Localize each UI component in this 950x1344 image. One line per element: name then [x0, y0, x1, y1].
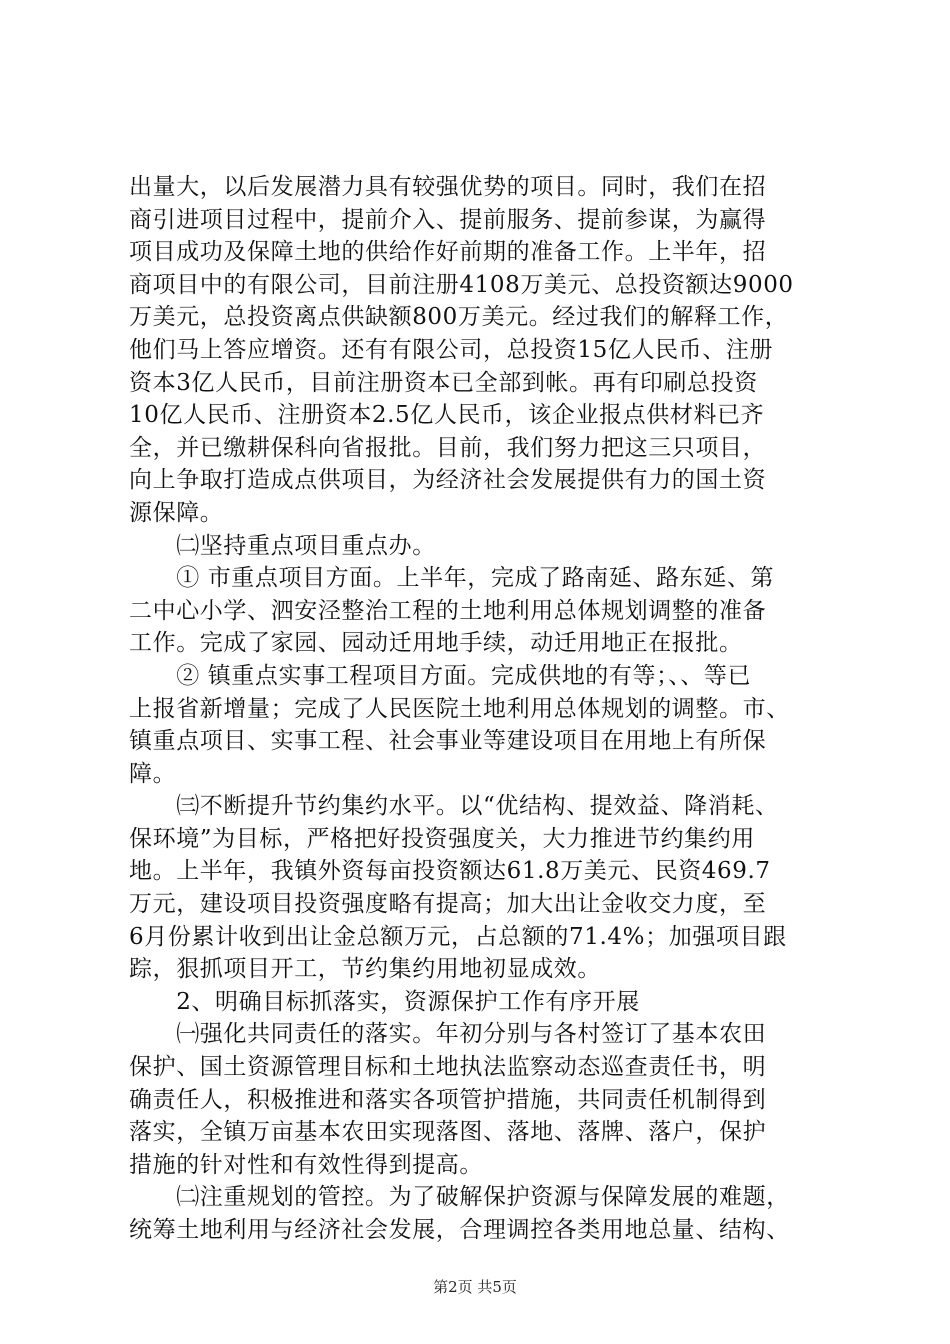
body-line: 项目成功及保障土地的供给作好前期的准备工作。上半年，招	[129, 239, 767, 266]
section-heading: ㈠强化共同责任的落实。年初分别与各村签订了基本农田	[129, 1021, 767, 1048]
body-line: 上报省新增量；完成了人民医院土地利用总体规划的调整。市、	[129, 695, 790, 722]
body-line: 二中心小学、泗安泾整治工程的土地利用总体规划调整的准备	[129, 597, 767, 624]
body-line: 资本3亿人民币，目前注册资本已全部到帐。再有印刷总投资	[129, 369, 758, 396]
body-line: 踪，狠抓项目开工，节约集约用地初显成效。	[129, 956, 601, 983]
body-line: 工作。完成了家园、园动迁用地手续，动迁用地正在报批。	[129, 630, 743, 657]
body-line: 障。	[129, 760, 177, 787]
body-line: 措施的针对性和有效性得到提高。	[129, 1151, 483, 1178]
body-line: 万元，建设项目投资强度略有提高；加大出让金收交力度，至	[129, 891, 767, 918]
body-line: 10亿人民币、注册资本2.5亿人民币，该企业报点供材料已齐	[129, 402, 765, 429]
body-line: 向上争取打造成点供项目，为经济社会发展提供有力的国土资	[129, 467, 767, 494]
section-heading: ㈡注重规划的管控。为了破解保护资源与保障发展的难题，	[129, 1184, 790, 1211]
body-line: 万美元，总投资离点供缺额800万美元。经过我们的解释工作，	[129, 304, 789, 331]
section-heading: 2、明确目标抓落实，资源保护工作有序开展	[129, 988, 640, 1015]
body-line: 保护、国土资源管理目标和土地执法监察动态巡查责任书，明	[129, 1054, 767, 1081]
body-line: 地。上半年，我镇外资每亩投资额达61.8万美元、民资469.7	[129, 858, 771, 885]
body-line: 他们马上答应增资。还有有限公司，总投资15亿人民币、注册	[129, 336, 774, 363]
body-line: 源保障。	[129, 499, 224, 526]
body-line: 6月份累计收到出让金总额万元，占总额的71.4%；加强项目跟	[129, 923, 787, 950]
body-line: 落实，全镇万亩基本农田实现落图、落地、落牌、落户，保护	[129, 1119, 767, 1146]
section-heading: ㈡坚持重点项目重点办。	[129, 532, 436, 559]
body-line: 商项目中的有限公司，目前注册4108万美元、总投资额达9000	[129, 271, 794, 298]
page-number-footer: 第2页 共5页	[433, 1278, 517, 1296]
body-line: 商引进项目过程中，提前介入、提前服务、提前参谋，为赢得	[129, 206, 767, 233]
document-body	[129, 171, 829, 1247]
body-line: 全，并已缴耕保科向省报批。目前，我们努力把这三只项目，	[129, 434, 767, 461]
section-heading: ㈢不断提升节约集约水平。以“优结构、提效益、降消耗、	[129, 793, 779, 820]
body-line: 出量大，以后发展潜力具有较强优势的项目。同时，我们在招	[129, 174, 767, 200]
body-line: 统筹土地利用与经济社会发展，合理调控各类用地总量、结构、	[129, 1217, 790, 1243]
body-line: 镇重点项目、实事工程、社会事业等建设项目在用地上有所保	[129, 728, 767, 755]
body-line: ① 市重点项目方面。上半年，完成了路南延、路东延、第	[129, 565, 775, 592]
body-line: ② 镇重点实事工程项目方面。完成供地的有等；、、等已	[129, 662, 752, 689]
body-line: 确责任人，积极推进和落实各项管护措施，共同责任机制得到	[129, 1086, 767, 1113]
body-line: 保环境”为目标，严格把好投资强度关，大力推进节约集约用	[129, 825, 755, 852]
